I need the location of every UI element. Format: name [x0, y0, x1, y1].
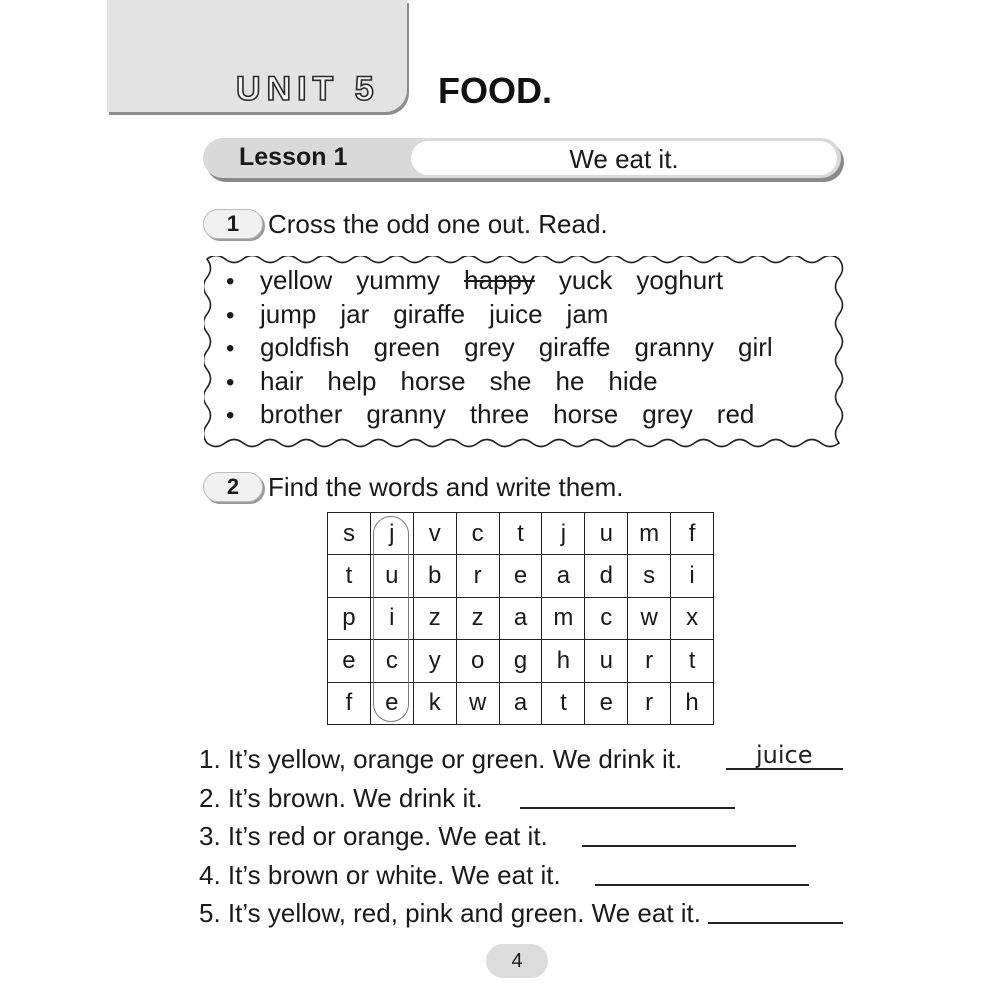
grid-cell[interactable]: u [585, 640, 628, 682]
grid-cell[interactable]: y [413, 640, 456, 682]
answer-text: juice [756, 741, 813, 769]
grid-cell[interactable]: w [628, 597, 671, 639]
grid-cell[interactable]: o [456, 640, 499, 682]
grid-cell[interactable]: j [370, 513, 413, 555]
grid-cell[interactable]: t [499, 513, 542, 555]
answer-field[interactable] [582, 845, 796, 847]
grid-cell[interactable]: m [542, 597, 585, 639]
grid-cell[interactable]: b [413, 555, 456, 597]
bullet-icon: • [226, 268, 235, 295]
grid-cell[interactable]: j [542, 513, 585, 555]
word-row [226, 399, 778, 430]
question-text: 2. It’s brown. We drink it. [199, 783, 483, 813]
exercise-1-number: 1 [203, 209, 263, 239]
bullet-icon: • [226, 402, 235, 429]
word[interactable]: green [373, 332, 441, 362]
grid-cell[interactable]: r [628, 640, 671, 682]
lesson-label: Lesson 1 [239, 143, 348, 171]
grid-cell[interactable]: i [370, 597, 413, 639]
grid-cell[interactable]: z [413, 597, 456, 639]
word[interactable]: jump [260, 298, 317, 329]
word[interactable]: yoghurt [636, 265, 724, 295]
word[interactable]: granny [634, 332, 714, 362]
word[interactable]: he [555, 365, 585, 396]
lesson-title: We eat it. [569, 144, 679, 174]
word[interactable]: grey [642, 399, 693, 429]
word[interactable]: yummy [356, 265, 441, 295]
grid-cell[interactable]: c [585, 597, 628, 639]
grid-cell[interactable]: t [328, 555, 371, 597]
grid-cell[interactable]: f [671, 513, 714, 555]
grid-cell[interactable]: e [370, 682, 413, 724]
grid-cell[interactable]: p [328, 597, 371, 639]
word[interactable]: girl [738, 332, 773, 362]
word-row [226, 299, 632, 330]
crossed-word[interactable]: happy [464, 265, 535, 295]
word-box [204, 256, 836, 440]
grid-cell[interactable]: x [671, 597, 714, 639]
word[interactable]: horse [400, 365, 466, 396]
grid-cell[interactable]: g [499, 640, 542, 682]
grid-cell[interactable]: z [456, 597, 499, 639]
question-text: 5. It’s yellow, red, pink and green. We eat it. [199, 898, 701, 928]
grid-cell[interactable]: s [628, 555, 671, 597]
grid-cell[interactable]: u [585, 513, 628, 555]
word[interactable]: hide [608, 365, 658, 396]
exercise-1-instruction: Cross the odd one out. Read. [268, 209, 608, 239]
word-row [226, 366, 682, 397]
word[interactable]: juice [489, 298, 543, 329]
unit-title: FOOD. [438, 70, 552, 111]
answer-field[interactable] [708, 922, 843, 924]
grid-cell[interactable]: e [328, 640, 371, 682]
grid-cell[interactable]: i [671, 555, 714, 597]
word[interactable]: horse [553, 399, 619, 429]
grid-cell[interactable]: k [413, 682, 456, 724]
word[interactable]: yellow [260, 265, 333, 295]
lesson-bar [203, 138, 841, 178]
grid-cell[interactable]: a [499, 597, 542, 639]
word[interactable]: giraffe [538, 332, 611, 362]
bullet-icon: • [226, 335, 235, 362]
question-text: 1. It’s yellow, orange or green. We drink it. [199, 744, 683, 774]
word-row [226, 332, 797, 363]
unit-label: UNIT 5 [236, 70, 380, 108]
word[interactable]: she [489, 365, 532, 396]
grid-cell[interactable]: h [542, 640, 585, 682]
grid-cell[interactable]: u [370, 555, 413, 597]
grid-cell[interactable]: w [456, 682, 499, 724]
answer-field[interactable] [595, 884, 809, 886]
grid-cell[interactable]: t [671, 640, 714, 682]
word[interactable]: yuck [558, 265, 613, 295]
grid-cell[interactable]: v [413, 513, 456, 555]
exercise-2-number: 2 [203, 472, 263, 502]
bullet-icon: • [226, 301, 235, 329]
lesson-title-box [411, 141, 837, 175]
grid-cell[interactable]: m [628, 513, 671, 555]
grid-cell[interactable]: c [456, 513, 499, 555]
word[interactable]: jam [566, 298, 609, 329]
word-row [226, 265, 747, 296]
word[interactable]: hair [260, 365, 304, 396]
word[interactable]: grey [464, 332, 515, 362]
grid-cell[interactable]: e [499, 555, 542, 597]
grid-cell[interactable]: t [542, 682, 585, 724]
bullet-icon: • [226, 368, 235, 396]
word[interactable]: red [716, 399, 755, 429]
grid-cell[interactable]: a [542, 555, 585, 597]
grid-cell[interactable]: d [585, 555, 628, 597]
grid-cell[interactable]: a [499, 682, 542, 724]
grid-cell[interactable]: r [456, 555, 499, 597]
grid-cell[interactable]: r [628, 682, 671, 724]
grid-cell[interactable]: c [370, 640, 413, 682]
grid-cell[interactable]: e [585, 682, 628, 724]
grid-cell[interactable]: s [328, 513, 371, 555]
word[interactable]: granny [366, 399, 446, 429]
grid-cell[interactable]: f [328, 682, 371, 724]
word[interactable]: goldfish [260, 332, 350, 362]
page-number: 4 [486, 944, 548, 978]
exercise-2-instruction: Find the words and write them. [268, 472, 624, 502]
word[interactable]: three [469, 399, 530, 429]
word[interactable]: brother [260, 399, 343, 429]
answer-field[interactable] [520, 807, 735, 809]
word[interactable]: giraffe [393, 298, 466, 329]
circled-word-ring [373, 516, 409, 722]
question-text: 3. It’s red or orange. We eat it. [199, 821, 548, 851]
word[interactable]: jar [340, 298, 370, 329]
grid-cell[interactable]: h [671, 682, 714, 724]
word[interactable]: help [327, 365, 377, 396]
question-text: 4. It’s brown or white. We eat it. [199, 860, 561, 890]
